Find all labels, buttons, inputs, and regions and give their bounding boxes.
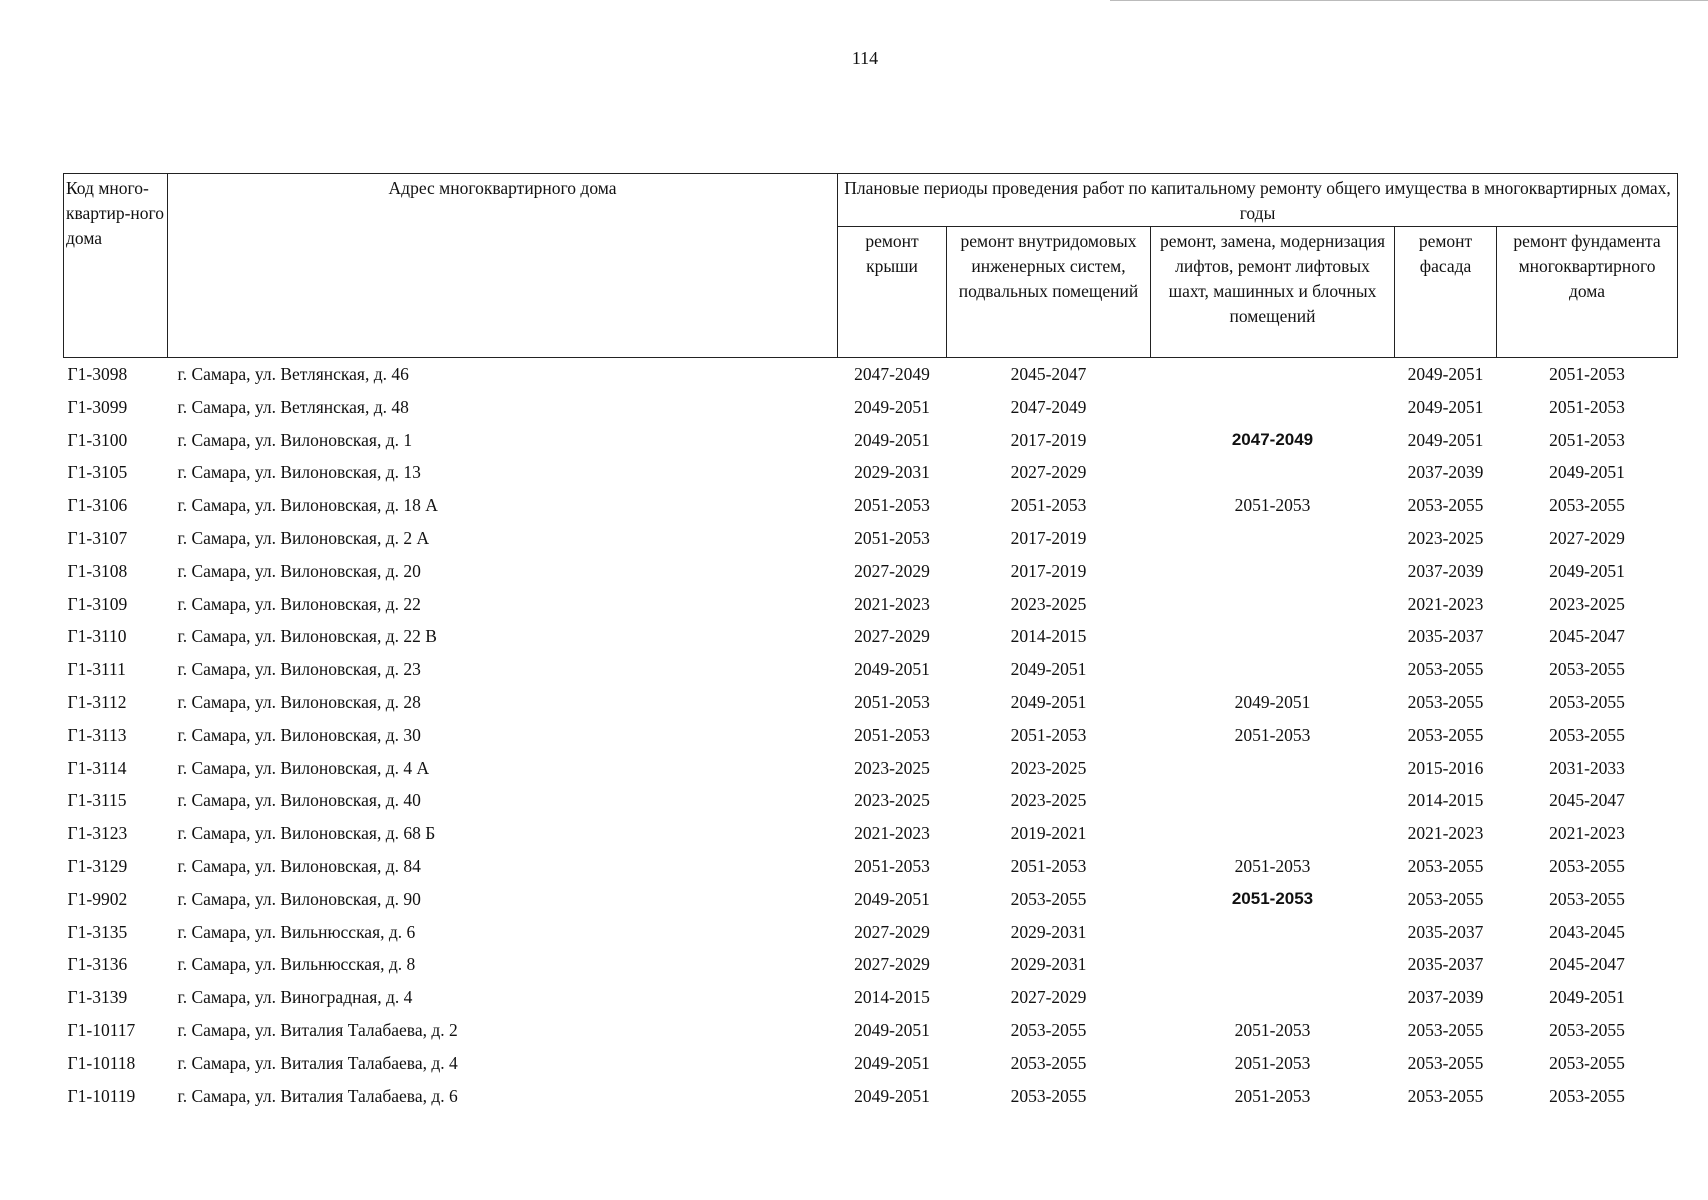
cell-lifts: 2051-2053 [1234,495,1311,516]
cell-roof: 2049-2051 [854,1052,930,1073]
table-row [64,686,1678,719]
cell-engineering: 2023-2025 [1010,593,1087,614]
cell-foundation: 2053-2055 [1549,1019,1625,1040]
cell-address: г. Самара, ул. Вилоновская, д. 23 [177,659,421,680]
cell-code: Г1-3139 [67,987,128,1008]
cell-roof: 2051-2053 [854,855,930,876]
cell-foundation: 2049-2051 [1549,560,1625,581]
cell-facade: 2037-2039 [1407,560,1484,581]
cell-lifts [1151,948,1395,981]
repair-schedule-table [63,173,1678,1112]
table-row [64,817,1678,850]
cell-code: Г1-10119 [67,1085,136,1106]
scan-top-rule [1110,0,1708,1]
cell-engineering: 2053-2055 [1010,888,1087,909]
table-row [64,424,1678,457]
cell-facade: 2021-2023 [1407,593,1484,614]
cell-foundation: 2045-2047 [1549,626,1625,647]
table-row [64,850,1678,883]
cell-engineering: 2053-2055 [1010,1019,1087,1040]
cell-foundation: 2053-2055 [1549,1085,1625,1106]
cell-code: Г1-3123 [67,823,128,844]
cell-roof: 2049-2051 [854,1085,930,1106]
cell-foundation: 2053-2055 [1549,691,1625,712]
header-code: Код много-квартир-ного дома [64,174,168,358]
cell-facade: 2053-2055 [1407,1085,1484,1106]
table-body [64,358,1678,1113]
table-row [64,620,1678,653]
cell-address: г. Самара, ул. Вилоновская, д. 40 [177,790,421,811]
cell-address: г. Самара, ул. Виталия Талабаева, д. 4 [177,1052,458,1073]
cell-code: Г1-9902 [67,888,128,909]
cell-facade: 2035-2037 [1407,954,1484,975]
cell-lifts: 2051-2053 [1234,1085,1311,1106]
cell-code: Г1-3112 [67,691,127,712]
table-row [64,784,1678,817]
header-address: Адрес многоквартирного дома [168,174,838,358]
header-planned-periods: Плановые периоды проведения работ по капитальному ремонту общего имущества в многоквартирных домах, годы [838,174,1678,227]
cell-roof: 2027-2029 [854,560,930,581]
cell-code: Г1-3114 [67,757,127,778]
cell-address: г. Самара, ул. Вильнюсская, д. 6 [177,921,416,942]
cell-foundation: 2043-2045 [1549,921,1625,942]
cell-lifts [1151,784,1395,817]
cell-facade: 2049-2051 [1407,429,1484,450]
cell-engineering: 2049-2051 [1010,659,1087,680]
cell-roof: 2027-2029 [854,954,930,975]
cell-roof: 2023-2025 [854,757,930,778]
table-row [64,916,1678,949]
table-row [64,489,1678,522]
cell-facade: 2015-2016 [1407,757,1484,778]
cell-facade: 2037-2039 [1407,462,1484,483]
cell-lifts [1151,522,1395,555]
cell-lifts: 2051-2053 [1234,1019,1311,1040]
table-row [64,719,1678,752]
table-row [64,555,1678,588]
cell-address: г. Самара, ул. Виталия Талабаева, д. 2 [177,1019,458,1040]
cell-facade: 2053-2055 [1407,855,1484,876]
cell-facade: 2053-2055 [1407,724,1484,745]
cell-facade: 2053-2055 [1407,888,1484,909]
cell-roof: 2014-2015 [854,987,930,1008]
cell-foundation: 2053-2055 [1549,659,1625,680]
cell-foundation: 2049-2051 [1549,987,1625,1008]
cell-foundation: 2053-2055 [1549,495,1625,516]
cell-roof: 2021-2023 [854,593,930,614]
cell-code: Г1-3098 [67,364,128,384]
table-row [64,752,1678,785]
cell-address: г. Самара, ул. Вилоновская, д. 22 В [177,626,437,647]
cell-roof: 2051-2053 [854,724,930,745]
table-row [64,588,1678,621]
cell-roof: 2047-2049 [854,364,930,384]
cell-lifts [1151,391,1395,424]
cell-lifts: 2049-2051 [1234,691,1311,712]
cell-lifts: 2051-2053 [1234,724,1311,745]
cell-address: г. Самара, ул. Ветлянская, д. 46 [177,364,409,384]
cell-lifts [1151,752,1395,785]
cell-engineering: 2029-2031 [1010,954,1087,975]
cell-code: Г1-3113 [67,724,127,745]
table-row [64,948,1678,981]
cell-roof: 2023-2025 [854,790,930,811]
cell-foundation: 2053-2055 [1549,855,1625,876]
cell-roof: 2051-2053 [854,495,930,516]
cell-facade: 2035-2037 [1407,626,1484,647]
cell-code: Г1-10118 [67,1052,136,1073]
cell-foundation: 2051-2053 [1549,364,1625,384]
cell-lifts [1151,981,1395,1014]
cell-address: г. Самара, ул. Ветлянская, д. 48 [177,396,409,417]
cell-engineering: 2023-2025 [1010,757,1087,778]
header-engineering: ремонт внутридомовых инженерных систем, подвальных помещений [947,227,1151,358]
cell-lifts: 2051-2053 [1234,1052,1311,1073]
cell-roof: 2049-2051 [854,396,930,417]
cell-facade: 2049-2051 [1407,364,1484,384]
cell-address: г. Самара, ул. Виталия Талабаева, д. 6 [177,1085,458,1106]
cell-foundation: 2045-2047 [1549,954,1625,975]
cell-engineering: 2045-2047 [1010,364,1087,384]
cell-engineering: 2029-2031 [1010,921,1087,942]
cell-lifts [1151,653,1395,686]
cell-address: г. Самара, ул. Вилоновская, д. 4 А [177,757,430,778]
cell-facade: 2049-2051 [1407,396,1484,417]
cell-facade: 2053-2055 [1407,1019,1484,1040]
cell-code: Г1-3107 [67,527,128,548]
cell-code: Г1-3129 [67,855,128,876]
cell-roof: 2029-2031 [854,462,930,483]
table-header [64,174,1678,358]
cell-address: г. Самара, ул. Вилоновская, д. 2 А [177,527,430,548]
cell-code: Г1-3109 [67,593,128,614]
cell-foundation: 2031-2033 [1549,757,1625,778]
cell-facade: 2021-2023 [1407,823,1484,844]
cell-address: г. Самара, ул. Вилоновская, д. 1 [177,429,413,450]
cell-lifts [1151,456,1395,489]
cell-foundation: 2053-2055 [1549,724,1625,745]
cell-address: г. Самара, ул. Вилоновская, д. 18 А [177,495,438,516]
cell-engineering: 2051-2053 [1010,855,1087,876]
cell-engineering: 2051-2053 [1010,724,1087,745]
cell-facade: 2023-2025 [1407,527,1484,548]
cell-code: Г1-3115 [67,790,127,811]
table-row [64,1047,1678,1080]
cell-facade: 2035-2037 [1407,921,1484,942]
cell-code: Г1-3136 [67,954,128,975]
header-row-top [64,174,1678,227]
cell-code: Г1-3100 [67,429,128,450]
cell-code: Г1-10117 [67,1019,136,1040]
header-roof: ремонт крыши [838,227,947,358]
cell-lifts [1151,916,1395,949]
cell-address: г. Самара, ул. Виноградная, д. 4 [177,987,413,1008]
cell-engineering: 2014-2015 [1010,626,1087,647]
table-row [64,522,1678,555]
cell-lifts [1151,555,1395,588]
header-facade: ремонт фасада [1395,227,1497,358]
cell-roof: 2049-2051 [854,429,930,450]
cell-code: Г1-3106 [67,495,128,516]
cell-roof: 2051-2053 [854,691,930,712]
cell-facade: 2053-2055 [1407,495,1484,516]
cell-facade: 2014-2015 [1407,790,1484,811]
cell-engineering: 2051-2053 [1010,495,1087,516]
cell-roof: 2051-2053 [854,527,930,548]
cell-lifts: 2051-2053 [1231,888,1314,908]
cell-foundation: 2051-2053 [1549,429,1625,450]
cell-address: г. Самара, ул. Вилоновская, д. 30 [177,724,421,745]
cell-engineering: 2019-2021 [1010,823,1087,844]
cell-address: г. Самара, ул. Вилоновская, д. 68 Б [177,823,436,844]
table-row [64,456,1678,489]
cell-lifts: 2051-2053 [1234,855,1311,876]
cell-address: г. Самара, ул. Вилоновская, д. 13 [177,462,421,483]
cell-code: Г1-3105 [67,462,128,483]
cell-roof: 2049-2051 [854,659,930,680]
cell-lifts [1151,620,1395,653]
cell-foundation: 2053-2055 [1549,1052,1625,1073]
cell-facade: 2037-2039 [1407,987,1484,1008]
cell-engineering: 2027-2029 [1010,462,1087,483]
cell-foundation: 2021-2023 [1549,823,1625,844]
cell-roof: 2021-2023 [854,823,930,844]
cell-facade: 2053-2055 [1407,1052,1484,1073]
cell-engineering: 2017-2019 [1010,527,1087,548]
header-foundation: ремонт фундамента многоквартирного дома [1497,227,1678,358]
cell-lifts [1151,817,1395,850]
cell-code: Г1-3110 [67,626,127,647]
cell-engineering: 2053-2055 [1010,1085,1087,1106]
cell-engineering: 2053-2055 [1010,1052,1087,1073]
cell-roof: 2027-2029 [854,626,930,647]
cell-code: Г1-3108 [67,560,128,581]
cell-engineering: 2017-2019 [1010,560,1087,581]
cell-foundation: 2049-2051 [1549,462,1625,483]
cell-roof: 2049-2051 [854,1019,930,1040]
cell-foundation: 2045-2047 [1549,790,1625,811]
cell-facade: 2053-2055 [1407,659,1484,680]
cell-address: г. Самара, ул. Вилоновская, д. 90 [177,888,421,909]
table-row [64,358,1678,391]
cell-engineering: 2023-2025 [1010,790,1087,811]
cell-code: Г1-3099 [67,396,128,417]
cell-address: г. Самара, ул. Вилоновская, д. 22 [177,593,421,614]
cell-roof: 2027-2029 [854,921,930,942]
cell-lifts: 2047-2049 [1231,429,1314,449]
cell-foundation: 2023-2025 [1549,593,1625,614]
cell-address: г. Самара, ул. Вилоновская, д. 28 [177,691,421,712]
table-row [64,653,1678,686]
cell-code: Г1-3111 [67,659,126,680]
cell-engineering: 2047-2049 [1010,396,1087,417]
cell-engineering: 2017-2019 [1010,429,1087,450]
table-row [64,391,1678,424]
cell-lifts [1151,358,1395,391]
cell-address: г. Самара, ул. Вилоновская, д. 20 [177,560,421,581]
table-row [64,883,1678,916]
cell-roof: 2049-2051 [854,888,930,909]
cell-engineering: 2027-2029 [1010,987,1087,1008]
table-row [64,1080,1678,1113]
cell-address: г. Самара, ул. Вилоновская, д. 84 [177,855,421,876]
cell-engineering: 2049-2051 [1010,691,1087,712]
header-lifts: ремонт, замена, модернизация лифтов, ремонт лифтовых шахт, машинных и блочных помещений [1151,227,1395,358]
cell-code: Г1-3135 [67,921,128,942]
cell-facade: 2053-2055 [1407,691,1484,712]
cell-lifts [1151,588,1395,621]
table-row [64,981,1678,1014]
cell-foundation: 2051-2053 [1549,396,1625,417]
page-number: 114 [851,48,879,68]
table-row [64,1014,1678,1047]
cell-foundation: 2053-2055 [1549,888,1625,909]
cell-foundation: 2027-2029 [1549,527,1625,548]
cell-address: г. Самара, ул. Вильнюсская, д. 8 [177,954,416,975]
